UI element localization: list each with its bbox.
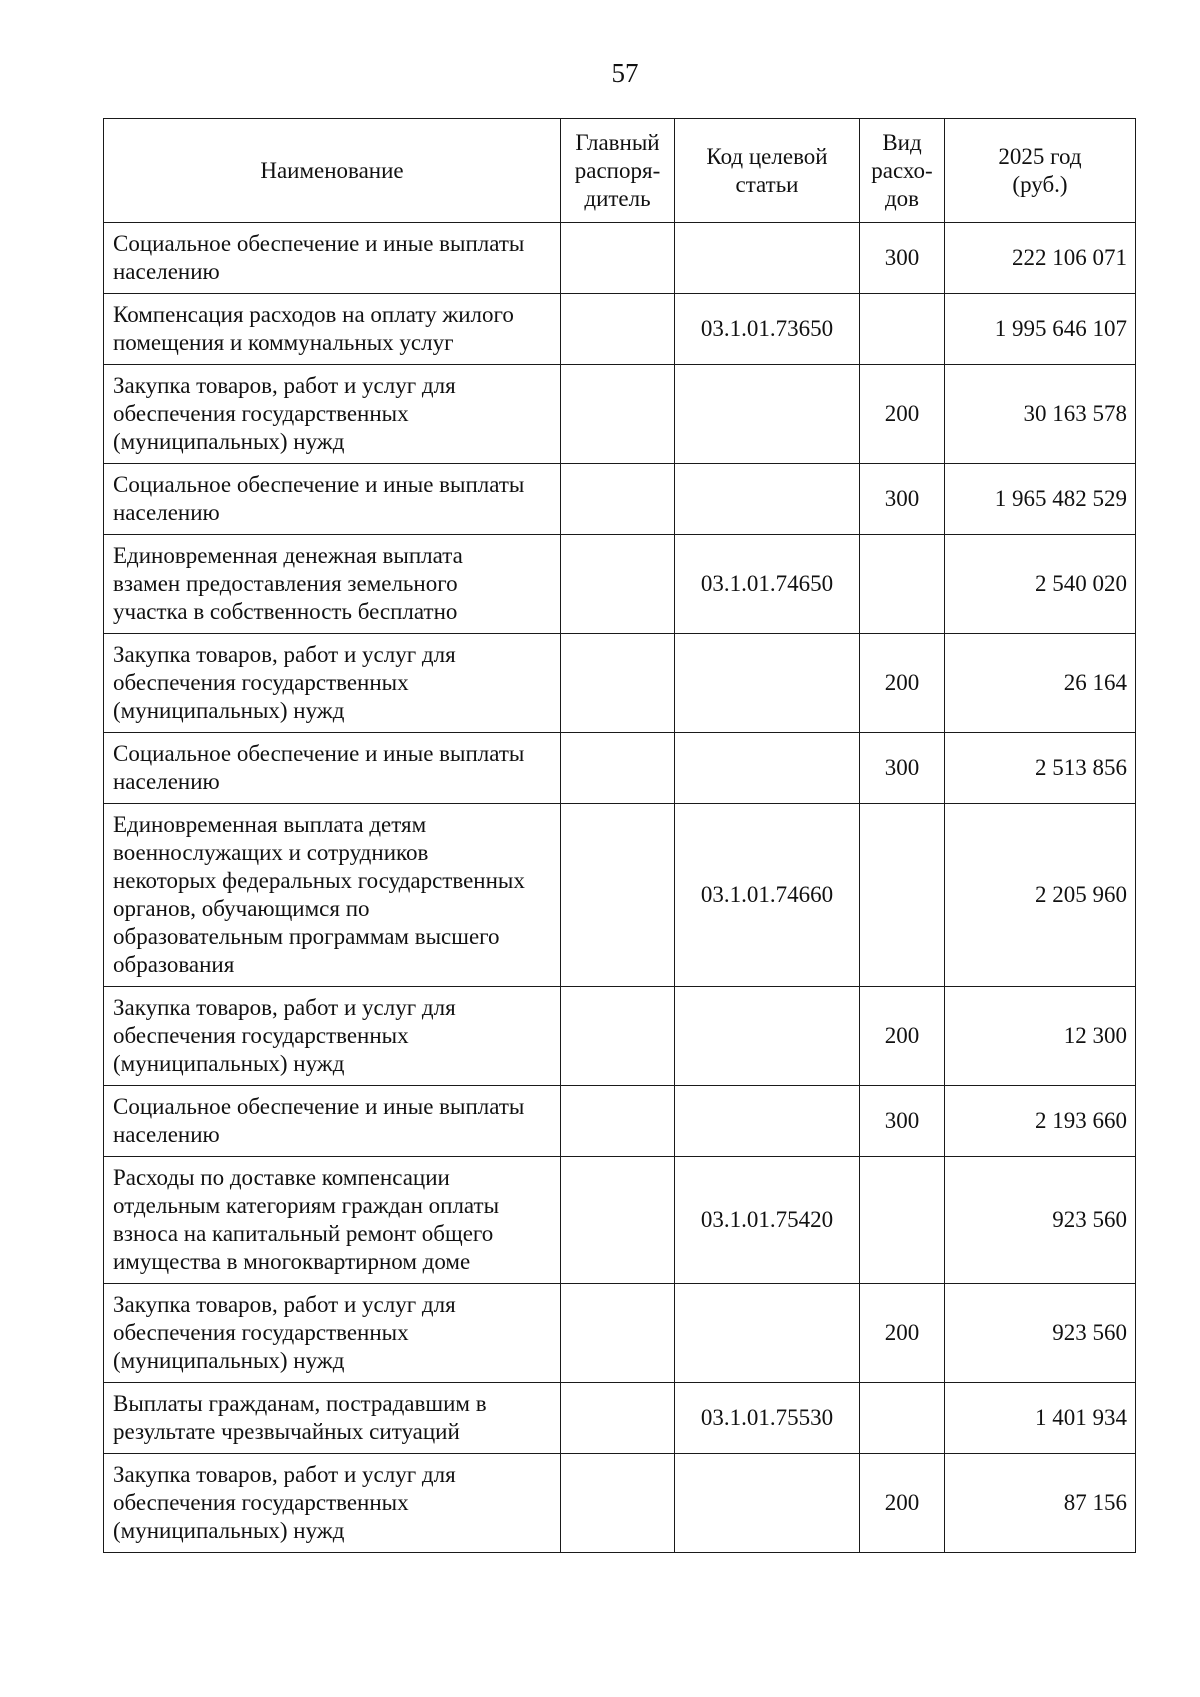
cell-name: Единовременная выплата детям военнослужащих и сотрудников некоторых федеральных государственных органов, обучающимся по образовательным программам высшего образования xyxy=(104,804,561,987)
cell-type: 300 xyxy=(860,733,945,804)
cell-code xyxy=(675,1454,860,1553)
cell-name: Социальное обеспечение и иные выплаты населению xyxy=(104,223,561,294)
cell-code: 03.1.01.75530 xyxy=(675,1383,860,1454)
cell-type xyxy=(860,535,945,634)
cell-manager xyxy=(561,223,675,294)
header-code: Код целевой статьи xyxy=(675,119,860,223)
cell-manager xyxy=(561,733,675,804)
cell-name: Социальное обеспечение и иные выплаты населению xyxy=(104,1086,561,1157)
table-row xyxy=(104,223,1136,294)
cell-amount: 2 205 960 xyxy=(945,804,1136,987)
table-row xyxy=(104,464,1136,535)
cell-code xyxy=(675,365,860,464)
cell-name: Закупка товаров, работ и услуг для обеспечения государственных (муниципальных) нужд xyxy=(104,365,561,464)
cell-manager xyxy=(561,1086,675,1157)
cell-code xyxy=(675,634,860,733)
table-row xyxy=(104,634,1136,733)
cell-type: 200 xyxy=(860,1284,945,1383)
cell-manager xyxy=(561,1454,675,1553)
cell-name: Закупка товаров, работ и услуг для обеспечения государственных (муниципальных) нужд xyxy=(104,634,561,733)
table-row xyxy=(104,1284,1136,1383)
table-header-row xyxy=(104,119,1136,223)
cell-manager xyxy=(561,804,675,987)
table-row xyxy=(104,1157,1136,1284)
cell-amount: 1 401 934 xyxy=(945,1383,1136,1454)
cell-type: 200 xyxy=(860,987,945,1086)
cell-type: 200 xyxy=(860,634,945,733)
cell-amount: 12 300 xyxy=(945,987,1136,1086)
cell-amount: 1 965 482 529 xyxy=(945,464,1136,535)
cell-amount: 26 164 xyxy=(945,634,1136,733)
cell-code: 03.1.01.74650 xyxy=(675,535,860,634)
cell-type xyxy=(860,804,945,987)
cell-code xyxy=(675,1086,860,1157)
cell-name: Социальное обеспечение и иные выплаты населению xyxy=(104,464,561,535)
cell-code xyxy=(675,733,860,804)
cell-name: Единовременная денежная выплата взамен предоставления земельного участка в собственность бесплатно xyxy=(104,535,561,634)
cell-manager xyxy=(561,294,675,365)
cell-amount: 1 995 646 107 xyxy=(945,294,1136,365)
table-row xyxy=(104,365,1136,464)
cell-name: Компенсация расходов на оплату жилого помещения и коммунальных услуг xyxy=(104,294,561,365)
table-row xyxy=(104,733,1136,804)
cell-type xyxy=(860,1383,945,1454)
cell-name: Закупка товаров, работ и услуг для обеспечения государственных (муниципальных) нужд xyxy=(104,987,561,1086)
cell-manager xyxy=(561,464,675,535)
cell-code: 03.1.01.75420 xyxy=(675,1157,860,1284)
cell-manager xyxy=(561,1383,675,1454)
cell-code xyxy=(675,987,860,1086)
budget-table xyxy=(103,118,1136,1553)
cell-name: Расходы по доставке компенсации отдельным категориям граждан оплаты взноса на капитальный ремонт общего имущества в многоквартирном доме xyxy=(104,1157,561,1284)
table-row xyxy=(104,1454,1136,1553)
table-row xyxy=(104,294,1136,365)
cell-manager xyxy=(561,1284,675,1383)
cell-name: Закупка товаров, работ и услуг для обеспечения государственных (муниципальных) нужд xyxy=(104,1454,561,1553)
cell-amount: 87 156 xyxy=(945,1454,1136,1553)
cell-type xyxy=(860,1157,945,1284)
cell-type: 300 xyxy=(860,223,945,294)
cell-amount: 2 193 660 xyxy=(945,1086,1136,1157)
cell-amount: 2 540 020 xyxy=(945,535,1136,634)
header-type: Вид расхо- дов xyxy=(860,119,945,223)
cell-code: 03.1.01.74660 xyxy=(675,804,860,987)
cell-manager xyxy=(561,987,675,1086)
header-name: Наименование xyxy=(104,119,561,223)
cell-code xyxy=(675,464,860,535)
cell-amount: 923 560 xyxy=(945,1157,1136,1284)
cell-amount: 30 163 578 xyxy=(945,365,1136,464)
table-row xyxy=(104,804,1136,987)
cell-type: 200 xyxy=(860,365,945,464)
cell-code: 03.1.01.73650 xyxy=(675,294,860,365)
cell-name: Выплаты гражданам, пострадавшим в результате чрезвычайных ситуаций xyxy=(104,1383,561,1454)
cell-amount: 222 106 071 xyxy=(945,223,1136,294)
cell-manager xyxy=(561,365,675,464)
cell-type xyxy=(860,294,945,365)
cell-name: Социальное обеспечение и иные выплаты населению xyxy=(104,733,561,804)
header-manager: Главный распоря- дитель xyxy=(561,119,675,223)
table-row xyxy=(104,1383,1136,1454)
cell-code xyxy=(675,223,860,294)
table-row xyxy=(104,535,1136,634)
header-amount: 2025 год (руб.) xyxy=(945,119,1136,223)
cell-type: 300 xyxy=(860,464,945,535)
cell-type: 200 xyxy=(860,1454,945,1553)
cell-manager xyxy=(561,1157,675,1284)
cell-type: 300 xyxy=(860,1086,945,1157)
table-row xyxy=(104,987,1136,1086)
cell-code xyxy=(675,1284,860,1383)
cell-amount: 2 513 856 xyxy=(945,733,1136,804)
cell-manager xyxy=(561,535,675,634)
cell-name: Закупка товаров, работ и услуг для обеспечения государственных (муниципальных) нужд xyxy=(104,1284,561,1383)
page-number: 57 xyxy=(611,58,639,88)
cell-amount: 923 560 xyxy=(945,1284,1136,1383)
table-row xyxy=(104,1086,1136,1157)
cell-manager xyxy=(561,634,675,733)
